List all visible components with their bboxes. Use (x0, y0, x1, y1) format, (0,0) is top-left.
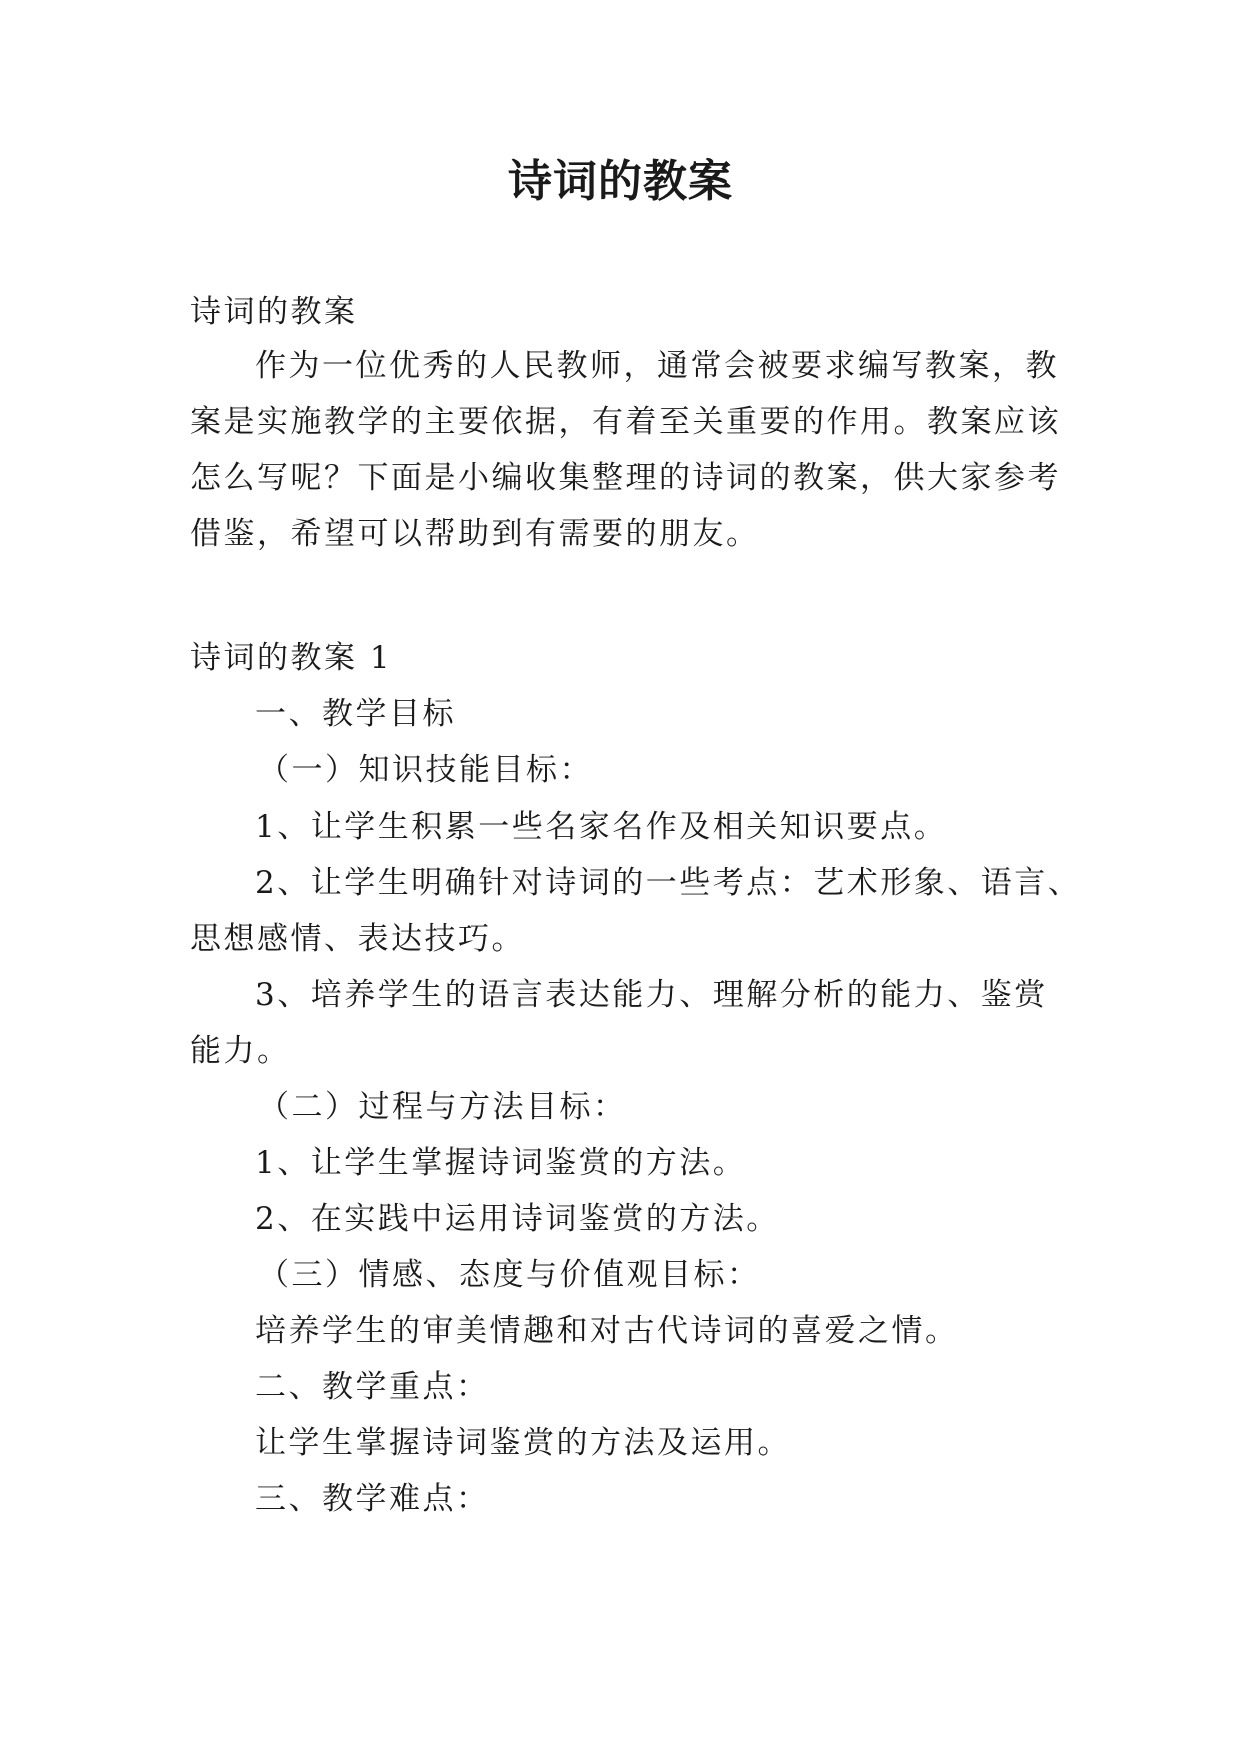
intro-line: 作为一位优秀的人民教师，通常会被要求编写教案，教 (255, 348, 1059, 384)
body-line: （三）情感、态度与价值观目标： (258, 1257, 761, 1293)
body-line: 三、教学难点： (255, 1481, 490, 1517)
document-title: 诗词的教案 (508, 156, 733, 207)
intro-line: 借鉴，希望可以帮助到有需要的朋友。 (190, 516, 760, 552)
lesson-heading: 诗词的教案 1 (190, 640, 393, 676)
body-line: 培养学生的审美情趣和对古代诗词的喜爱之情。 (255, 1313, 959, 1349)
section-heading: 诗词的教案 (190, 294, 358, 330)
intro-line: 怎么写呢？下面是小编收集整理的诗词的教案，供大家参考 (190, 460, 1061, 496)
body-line: 能力。 (190, 1033, 291, 1069)
body-line: （一）知识技能目标： (258, 752, 593, 788)
intro-line: 案是实施教学的主要依据，有着至关重要的作用。教案应该 (190, 404, 1061, 440)
body-line: （二）过程与方法目标： (258, 1089, 627, 1125)
body-line: 2、在实践中运用诗词鉴赏的方法。 (255, 1201, 780, 1237)
body-line: 一、教学目标 (255, 696, 456, 732)
body-line: 1、让学生掌握诗词鉴赏的方法。 (255, 1145, 747, 1181)
body-line: 1、让学生积累一些名家名作及相关知识要点。 (255, 809, 948, 845)
body-line: 2、让学生明确针对诗词的一些考点：艺术形象、语言、 (255, 865, 1082, 901)
body-line: 3、培养学生的语言表达能力、理解分析的能力、鉴赏 (255, 977, 1048, 1013)
body-line: 让学生掌握诗词鉴赏的方法及运用。 (255, 1425, 791, 1461)
body-line: 二、教学重点： (255, 1369, 490, 1405)
body-line: 思想感情、表达技巧。 (190, 921, 525, 957)
